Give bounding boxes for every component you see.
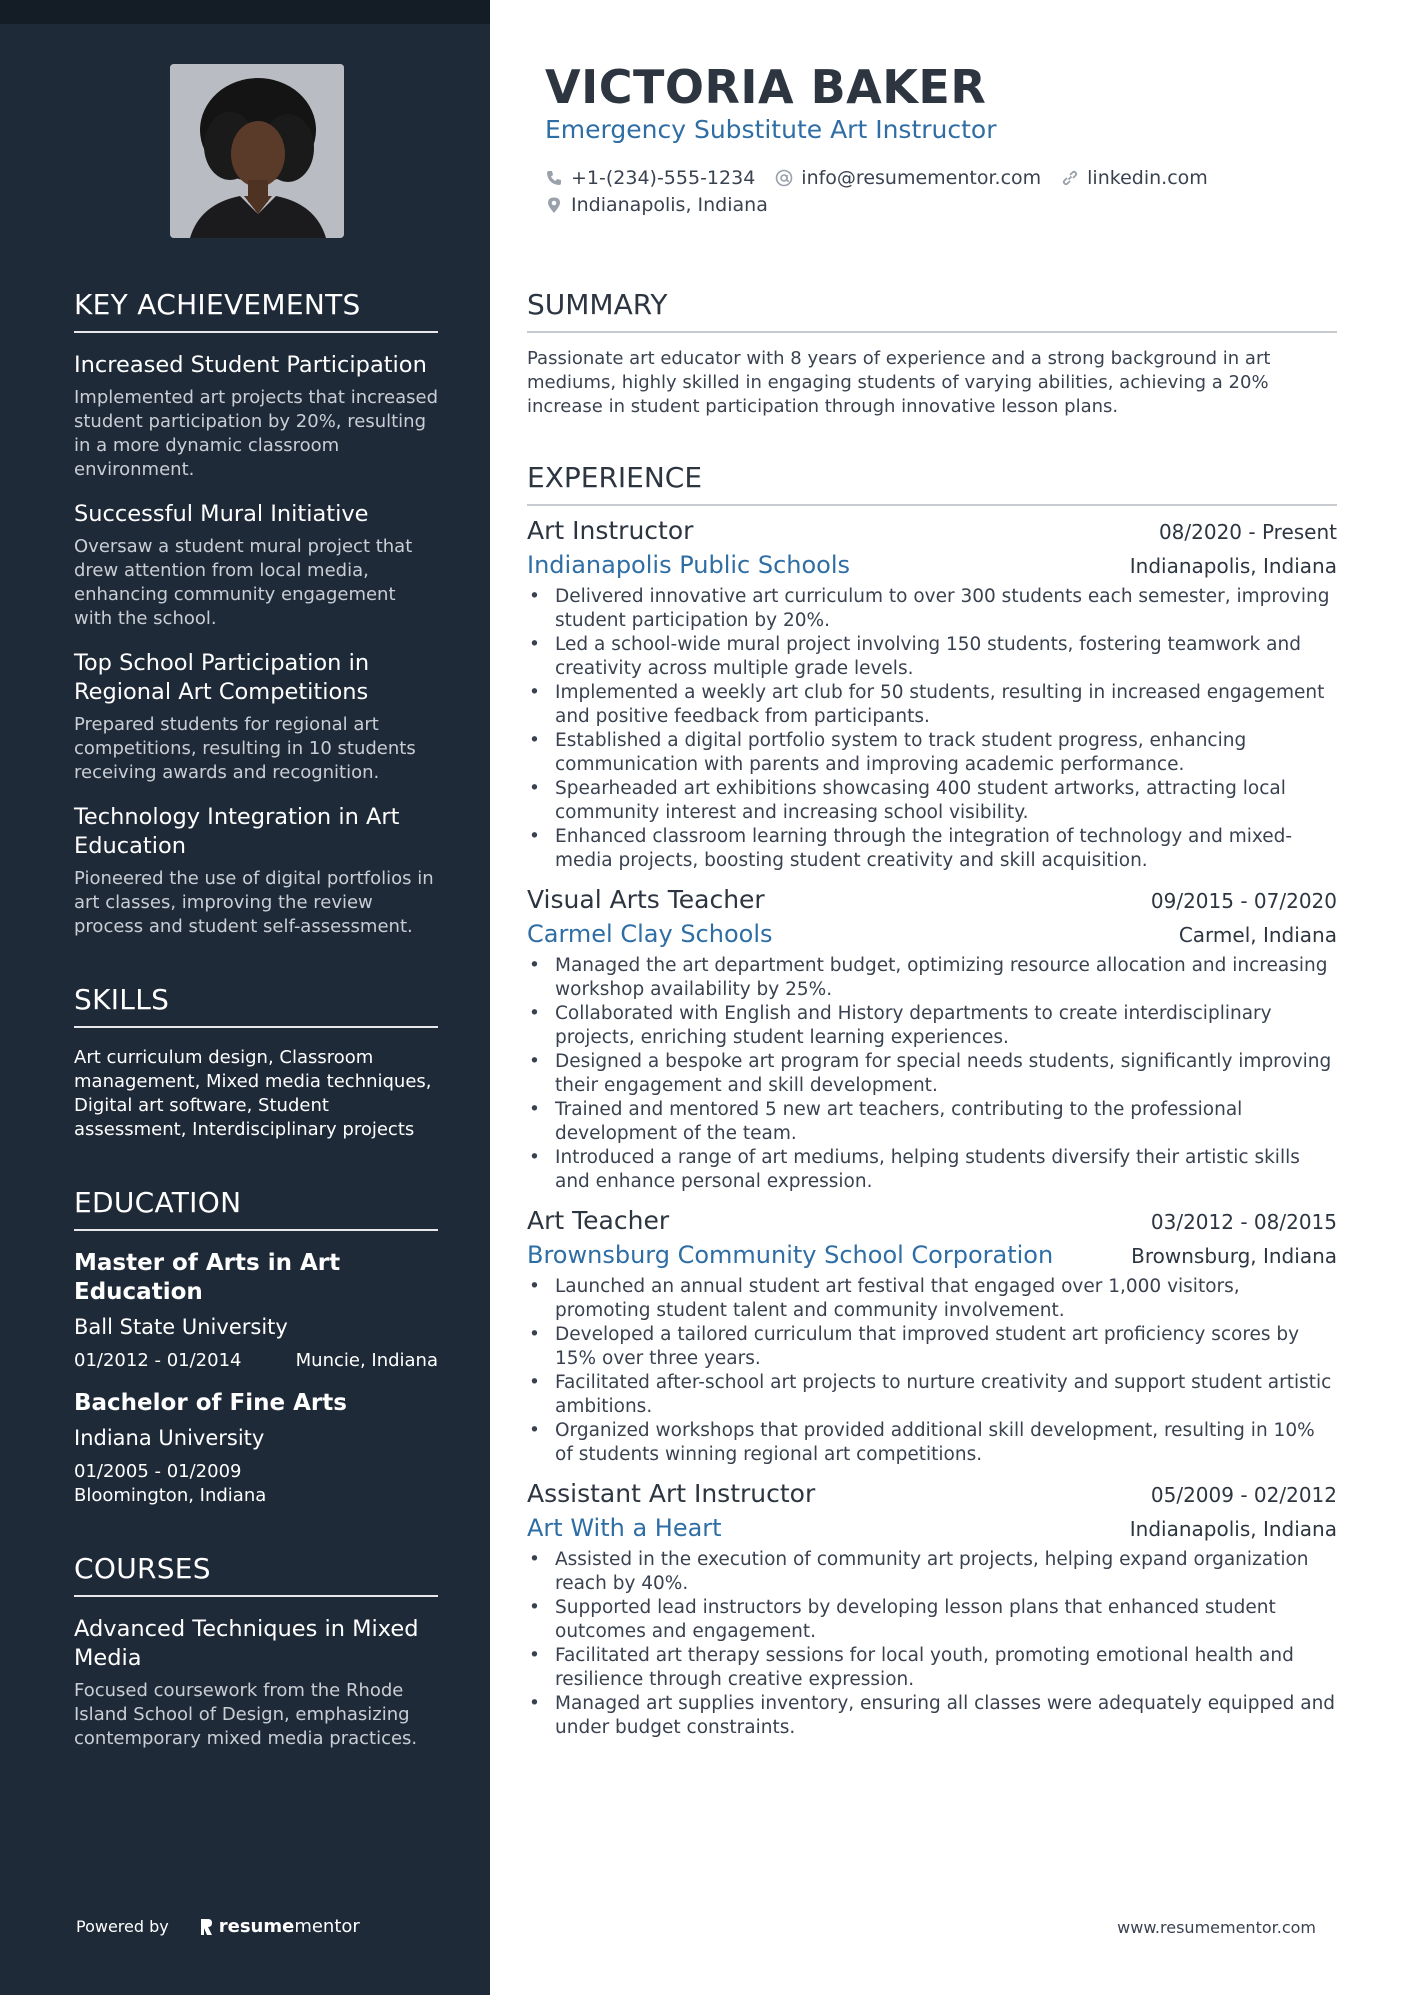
job-bullets bbox=[527, 1548, 1337, 1740]
job-bullet: • Managed art supplies inventory, ensuring all classes were adequately equipped and under budget constraints. bbox=[527, 1692, 1337, 1740]
job-org-row bbox=[527, 1514, 1337, 1542]
resumementor-logo-icon bbox=[199, 1918, 213, 1936]
at-sign-icon bbox=[775, 169, 793, 187]
job-location: Carmel, Indiana bbox=[1178, 923, 1337, 947]
job-entry bbox=[527, 885, 1337, 1194]
link-icon bbox=[1061, 169, 1079, 187]
job-entry bbox=[527, 1479, 1337, 1740]
candidate-name: VICTORIA BAKER bbox=[545, 60, 987, 114]
achievement-title: Top School Participation in Regional Art Competitions bbox=[74, 650, 370, 705]
job-bullet: • Delivered innovative art curriculum to over 300 students each semester, improving student participation by 20%. bbox=[527, 585, 1337, 633]
education-meta bbox=[74, 1349, 438, 1373]
phone-icon bbox=[545, 169, 563, 187]
contact-location bbox=[545, 194, 768, 216]
job-bullet: • Led a school-wide mural project involving 150 students, fostering teamwork and creativity across multiple grade levels. bbox=[527, 633, 1337, 681]
achievement-item bbox=[74, 649, 438, 785]
achievement-desc: Implemented art projects that increased student participation by 20%, resulting in a more dynamic classroom environment. bbox=[74, 387, 438, 480]
job-bullet: • Spearheaded art exhibitions showcasing 400 student artworks, attracting local community interest and increasing school visibility. bbox=[527, 777, 1337, 825]
contact-line bbox=[545, 191, 1325, 218]
sidebar bbox=[0, 0, 490, 1995]
job-bullets bbox=[527, 954, 1337, 1194]
course-desc: Focused coursework from the Rhode Island School of Design, emphasizing contemporary mixed media practices. bbox=[74, 1680, 418, 1749]
job-location: Indianapolis, Indiana bbox=[1129, 1517, 1337, 1541]
linkedin-text: linkedin.com bbox=[1087, 166, 1208, 189]
job-header bbox=[527, 1479, 1337, 1508]
phone-text: +1-(234)-555-1234 bbox=[571, 166, 756, 189]
job-bullet: • Trained and mentored 5 new art teachers, contributing to the professional development of the team. bbox=[527, 1098, 1337, 1146]
course-title: Advanced Techniques in Mixed Media bbox=[74, 1616, 419, 1671]
education-dates: 01/2012 - 01/2014 bbox=[74, 1350, 242, 1371]
contact-line bbox=[545, 164, 1325, 191]
achievement-desc: Prepared students for regional art competitions, resulting in 10 students receiving awards and recognition. bbox=[74, 714, 416, 783]
achievement-item bbox=[74, 500, 438, 631]
location-pin-icon bbox=[545, 196, 563, 214]
brand-name-bold: resume bbox=[218, 1916, 295, 1937]
experience-section bbox=[527, 461, 1337, 1752]
education-school: Indiana University bbox=[74, 1426, 265, 1450]
job-title: Assistant Art Instructor bbox=[527, 1479, 816, 1508]
job-dates: 05/2009 - 02/2012 bbox=[1150, 1483, 1337, 1507]
education-item bbox=[74, 1249, 438, 1373]
achievement-desc: Pioneered the use of digital portfolios in art classes, improving the review process and student self-assessment. bbox=[74, 868, 434, 937]
job-bullets bbox=[527, 585, 1337, 873]
education-location: Muncie, Indiana bbox=[295, 1350, 438, 1371]
powered-by-label: Powered by bbox=[76, 1917, 169, 1936]
email-text: info@resumementor.com bbox=[801, 166, 1042, 189]
job-org-row bbox=[527, 1241, 1337, 1269]
job-organization: Carmel Clay Schools bbox=[527, 920, 773, 948]
job-entry bbox=[527, 516, 1337, 873]
brand-name-rest: mentor bbox=[294, 1916, 360, 1937]
footer-website[interactable]: www.resumementor.com bbox=[1117, 1918, 1316, 1937]
contact-phone bbox=[545, 167, 755, 189]
powered-by bbox=[76, 1916, 360, 1937]
job-organization: Brownsburg Community School Corporation bbox=[527, 1241, 1054, 1269]
achievement-item bbox=[74, 803, 438, 939]
job-bullet: • Enhanced classroom learning through the integration of technology and mixed-media projects, boosting student creativity and skill acquisition. bbox=[527, 825, 1337, 873]
location-text: Indianapolis, Indiana bbox=[571, 193, 768, 216]
job-dates: 08/2020 - Present bbox=[1158, 520, 1337, 544]
job-header bbox=[527, 516, 1337, 545]
job-bullet: • Introduced a range of art mediums, helping students diversify their artistic skills and enhance personal expression. bbox=[527, 1146, 1337, 1194]
course-item bbox=[74, 1615, 438, 1751]
contact-linkedin[interactable] bbox=[1061, 167, 1208, 189]
job-location: Indianapolis, Indiana bbox=[1129, 554, 1337, 578]
job-title: Art Instructor bbox=[527, 516, 694, 545]
achievement-title: Increased Student Participation bbox=[74, 352, 427, 378]
job-bullet: • Implemented a weekly art club for 50 students, resulting in increased engagement and positive feedback from participants. bbox=[527, 681, 1337, 729]
job-org-row bbox=[527, 551, 1337, 579]
job-dates: 09/2015 - 07/2020 bbox=[1150, 889, 1337, 913]
job-organization: Indianapolis Public Schools bbox=[527, 551, 851, 579]
job-org-row bbox=[527, 920, 1337, 948]
sidebar-content bbox=[74, 288, 438, 1769]
job-entry bbox=[527, 1206, 1337, 1467]
job-bullet: • Developed a tailored curriculum that improved student art proficiency scores by 15% over three years. bbox=[527, 1323, 1337, 1371]
job-bullet: • Established a digital portfolio system to track student progress, enhancing communication with parents and improving academic performance. bbox=[527, 729, 1337, 777]
summary-text: Passionate art educator with 8 years of experience and a strong background in art mediums, highly skilled in engaging students of varying abilities, achieving a 20% increase in student participation through innovative lesson plans. bbox=[527, 348, 1271, 417]
job-bullet: • Facilitated art therapy sessions for local youth, promoting emotional health and resilience through creative expression. bbox=[527, 1644, 1337, 1692]
education-heading: EDUCATION bbox=[74, 1186, 438, 1231]
education-degree: Bachelor of Fine Arts bbox=[74, 1390, 347, 1416]
contact-email[interactable] bbox=[775, 167, 1041, 189]
sidebar-top-band bbox=[0, 0, 490, 24]
portrait-image bbox=[170, 64, 344, 238]
job-title: Visual Arts Teacher bbox=[527, 885, 765, 914]
achievements-heading: KEY ACHIEVEMENTS bbox=[74, 288, 438, 333]
education-dates: 01/2005 - 01/2009 bbox=[74, 1461, 242, 1482]
job-bullet: • Organized workshops that provided additional skill development, resulting in 10% of students winning regional art competitions. bbox=[527, 1419, 1337, 1467]
job-dates: 03/2012 - 08/2015 bbox=[1150, 1210, 1337, 1234]
skills-heading: SKILLS bbox=[74, 983, 438, 1028]
job-bullet: • Designed a bespoke art program for special needs students, significantly improving their engagement and skill development. bbox=[527, 1050, 1337, 1098]
achievement-title: Successful Mural Initiative bbox=[74, 501, 369, 527]
experience-heading: EXPERIENCE bbox=[527, 461, 1337, 506]
achievement-item bbox=[74, 351, 438, 482]
brand-logo[interactable] bbox=[199, 1916, 360, 1937]
summary-heading: SUMMARY bbox=[527, 288, 1337, 333]
job-location: Brownsburg, Indiana bbox=[1131, 1244, 1337, 1268]
job-bullet: • Assisted in the execution of community art projects, helping expand organization reach by 40%. bbox=[527, 1548, 1337, 1596]
job-bullet: • Managed the art department budget, optimizing resource allocation and increasing workshop availability by 25%. bbox=[527, 954, 1337, 1002]
job-organization: Art With a Heart bbox=[527, 1514, 722, 1542]
job-header bbox=[527, 885, 1337, 914]
profile-photo bbox=[170, 64, 344, 238]
contact-info bbox=[545, 164, 1325, 218]
job-title: Art Teacher bbox=[527, 1206, 670, 1235]
education-location: Bloomington, Indiana bbox=[74, 1485, 267, 1506]
achievement-title: Technology Integration in Art Education bbox=[74, 804, 400, 859]
achievement-desc: Oversaw a student mural project that drew attention from local media, enhancing community engagement with the school. bbox=[74, 536, 413, 629]
job-bullet: • Facilitated after-school art projects to nurture creativity and support student artistic ambitions. bbox=[527, 1371, 1337, 1419]
job-bullet: • Launched an annual student art festival that engaged over 1,000 visitors, promoting student talent and community involvement. bbox=[527, 1275, 1337, 1323]
job-bullet: • Supported lead instructors by developing lesson plans that enhanced student outcomes and engagement. bbox=[527, 1596, 1337, 1644]
candidate-title: Emergency Substitute Art Instructor bbox=[545, 115, 997, 144]
job-bullets bbox=[527, 1275, 1337, 1467]
education-degree: Master of Arts in Art Education bbox=[74, 1250, 341, 1305]
courses-heading: COURSES bbox=[74, 1552, 438, 1597]
job-bullet: • Collaborated with English and History departments to create interdisciplinary projects, enriching student learning experiences. bbox=[527, 1002, 1337, 1050]
education-item bbox=[74, 1389, 438, 1508]
summary-section bbox=[527, 288, 1337, 419]
job-header bbox=[527, 1206, 1337, 1235]
education-school: Ball State University bbox=[74, 1315, 288, 1339]
skills-text: Art curriculum design, Classroom management, Mixed media techniques, Digital art software, Student assessment, Interdisciplinary projects bbox=[74, 1047, 432, 1140]
